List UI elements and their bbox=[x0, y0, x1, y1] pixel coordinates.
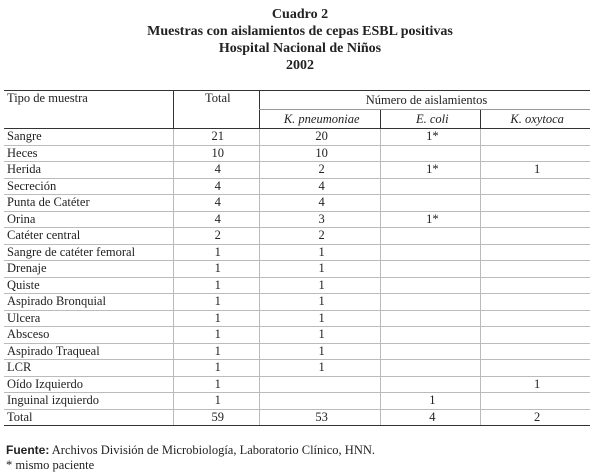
total-cell-tipo: Total bbox=[4, 409, 173, 426]
cell-total: 4 bbox=[173, 178, 259, 195]
cell-e-coli: 1* bbox=[381, 211, 481, 228]
cell-tipo: Punta de Catéter bbox=[4, 195, 173, 212]
cell-e-coli bbox=[381, 178, 481, 195]
cell-k-oxytoca bbox=[481, 343, 590, 360]
cell-total: 1 bbox=[173, 393, 259, 410]
caption-subject: Muestras con aislamientos de cepas ESBL positivas bbox=[147, 24, 453, 39]
cell-e-coli bbox=[381, 310, 481, 327]
cell-total: 4 bbox=[173, 195, 259, 212]
cell-total: 1 bbox=[173, 261, 259, 278]
cell-tipo: LCR bbox=[4, 360, 173, 377]
cell-total: 1 bbox=[173, 294, 259, 311]
source-line bbox=[6, 443, 375, 458]
header-tipo: Tipo de muestra bbox=[4, 91, 173, 129]
header-k-pneumoniae: K. pneumoniae bbox=[259, 110, 380, 129]
cell-k-pneumoniae: 2 bbox=[259, 162, 380, 179]
cell-total: 1 bbox=[173, 244, 259, 261]
cell-k-pneumoniae: 20 bbox=[259, 129, 380, 146]
header-aislamientos: Número de aislamientos bbox=[259, 91, 590, 110]
cell-k-pneumoniae bbox=[259, 393, 380, 410]
cell-k-oxytoca bbox=[481, 145, 590, 162]
cell-tipo: Drenaje bbox=[4, 261, 173, 278]
cell-k-oxytoca bbox=[481, 129, 590, 146]
header-k-oxytoca: K. oxytoca bbox=[481, 110, 590, 129]
table-row bbox=[4, 195, 590, 212]
cell-k-pneumoniae: 1 bbox=[259, 244, 380, 261]
table-row bbox=[4, 261, 590, 278]
cell-k-oxytoca bbox=[481, 211, 590, 228]
cell-total: 1 bbox=[173, 277, 259, 294]
cell-tipo: Absceso bbox=[4, 327, 173, 344]
cell-e-coli bbox=[381, 327, 481, 344]
cell-k-pneumoniae: 3 bbox=[259, 211, 380, 228]
cell-k-oxytoca bbox=[481, 294, 590, 311]
table-row bbox=[4, 228, 590, 245]
cell-k-pneumoniae: 1 bbox=[259, 310, 380, 327]
header-total: Total bbox=[173, 91, 259, 129]
cell-k-pneumoniae: 1 bbox=[259, 360, 380, 377]
cell-k-oxytoca bbox=[481, 310, 590, 327]
cell-k-pneumoniae: 2 bbox=[259, 228, 380, 245]
cell-tipo: Heces bbox=[4, 145, 173, 162]
cell-k-oxytoca bbox=[481, 261, 590, 278]
total-cell-total: 59 bbox=[173, 409, 259, 426]
cell-total: 21 bbox=[173, 129, 259, 146]
cell-e-coli bbox=[381, 145, 481, 162]
cell-e-coli bbox=[381, 376, 481, 393]
caption-hospital: Hospital Nacional de Niños bbox=[218, 41, 382, 56]
cell-tipo: Quiste bbox=[4, 277, 173, 294]
total-row bbox=[4, 409, 590, 426]
cell-total: 1 bbox=[173, 360, 259, 377]
cell-k-oxytoca bbox=[481, 327, 590, 344]
table-row bbox=[4, 178, 590, 195]
cell-total: 4 bbox=[173, 162, 259, 179]
cell-e-coli bbox=[381, 343, 481, 360]
cell-total: 2 bbox=[173, 228, 259, 245]
total-cell-e-coli: 4 bbox=[381, 409, 481, 426]
cell-total: 4 bbox=[173, 211, 259, 228]
cell-tipo: Inguinal izquierdo bbox=[4, 393, 173, 410]
cell-k-oxytoca bbox=[481, 178, 590, 195]
source-text: Archivos División de Microbiología, Laboratorio Clínico, HNN. bbox=[51, 443, 375, 457]
table-row bbox=[4, 310, 590, 327]
cell-tipo: Catéter central bbox=[4, 228, 173, 245]
cell-k-oxytoca bbox=[481, 195, 590, 212]
isolates-table bbox=[4, 90, 590, 426]
cell-k-oxytoca bbox=[481, 360, 590, 377]
table-row bbox=[4, 376, 590, 393]
source-label: Fuente: bbox=[6, 443, 50, 457]
cell-k-pneumoniae: 4 bbox=[259, 195, 380, 212]
cell-k-oxytoca bbox=[481, 393, 590, 410]
cell-tipo: Herida bbox=[4, 162, 173, 179]
cell-e-coli bbox=[381, 277, 481, 294]
cell-k-pneumoniae: 10 bbox=[259, 145, 380, 162]
total-cell-k-pneumoniae: 53 bbox=[259, 409, 380, 426]
cell-e-coli bbox=[381, 244, 481, 261]
cell-tipo: Aspirado Traqueal bbox=[4, 343, 173, 360]
table-row bbox=[4, 277, 590, 294]
table-row bbox=[4, 145, 590, 162]
cell-k-pneumoniae: 1 bbox=[259, 294, 380, 311]
table-row bbox=[4, 393, 590, 410]
footnote: * mismo paciente bbox=[6, 458, 95, 472]
cell-e-coli: 1* bbox=[381, 162, 481, 179]
table-row bbox=[4, 211, 590, 228]
caption-number: Cuadro 2 bbox=[271, 7, 329, 22]
table-body bbox=[4, 129, 590, 426]
cell-k-oxytoca bbox=[481, 244, 590, 261]
cell-e-coli bbox=[381, 195, 481, 212]
cell-e-coli bbox=[381, 261, 481, 278]
cell-total: 1 bbox=[173, 310, 259, 327]
cell-k-pneumoniae bbox=[259, 376, 380, 393]
total-cell-k-oxytoca: 2 bbox=[481, 409, 590, 426]
cell-k-oxytoca: 1 bbox=[481, 376, 590, 393]
cell-tipo: Oído Izquierdo bbox=[4, 376, 173, 393]
cell-total: 1 bbox=[173, 376, 259, 393]
cell-tipo: Ulcera bbox=[4, 310, 173, 327]
cell-e-coli: 1* bbox=[381, 129, 481, 146]
cell-e-coli bbox=[381, 360, 481, 377]
table-row bbox=[4, 129, 590, 146]
cell-k-oxytoca: 1 bbox=[481, 162, 590, 179]
cell-k-pneumoniae: 1 bbox=[259, 327, 380, 344]
header-e-coli: E. coli bbox=[381, 110, 481, 129]
table-row bbox=[4, 294, 590, 311]
cell-tipo: Orina bbox=[4, 211, 173, 228]
cell-total: 10 bbox=[173, 145, 259, 162]
cell-k-oxytoca bbox=[481, 228, 590, 245]
cell-e-coli bbox=[381, 228, 481, 245]
cell-k-pneumoniae: 1 bbox=[259, 261, 380, 278]
table-row bbox=[4, 162, 590, 179]
footer bbox=[6, 443, 375, 473]
table-row bbox=[4, 244, 590, 261]
caption-year: 2002 bbox=[286, 58, 314, 73]
cell-tipo: Sangre de catéter femoral bbox=[4, 244, 173, 261]
cell-e-coli: 1 bbox=[381, 393, 481, 410]
cell-tipo: Sangre bbox=[4, 129, 173, 146]
cell-total: 1 bbox=[173, 327, 259, 344]
cell-tipo: Aspirado Bronquial bbox=[4, 294, 173, 311]
cell-k-pneumoniae: 1 bbox=[259, 343, 380, 360]
cell-e-coli bbox=[381, 294, 481, 311]
table-row bbox=[4, 327, 590, 344]
cell-tipo: Secreción bbox=[4, 178, 173, 195]
cell-k-pneumoniae: 4 bbox=[259, 178, 380, 195]
table-title bbox=[0, 6, 600, 74]
cell-k-oxytoca bbox=[481, 277, 590, 294]
cell-total: 1 bbox=[173, 343, 259, 360]
table-row bbox=[4, 343, 590, 360]
cell-k-pneumoniae: 1 bbox=[259, 277, 380, 294]
table-row bbox=[4, 360, 590, 377]
